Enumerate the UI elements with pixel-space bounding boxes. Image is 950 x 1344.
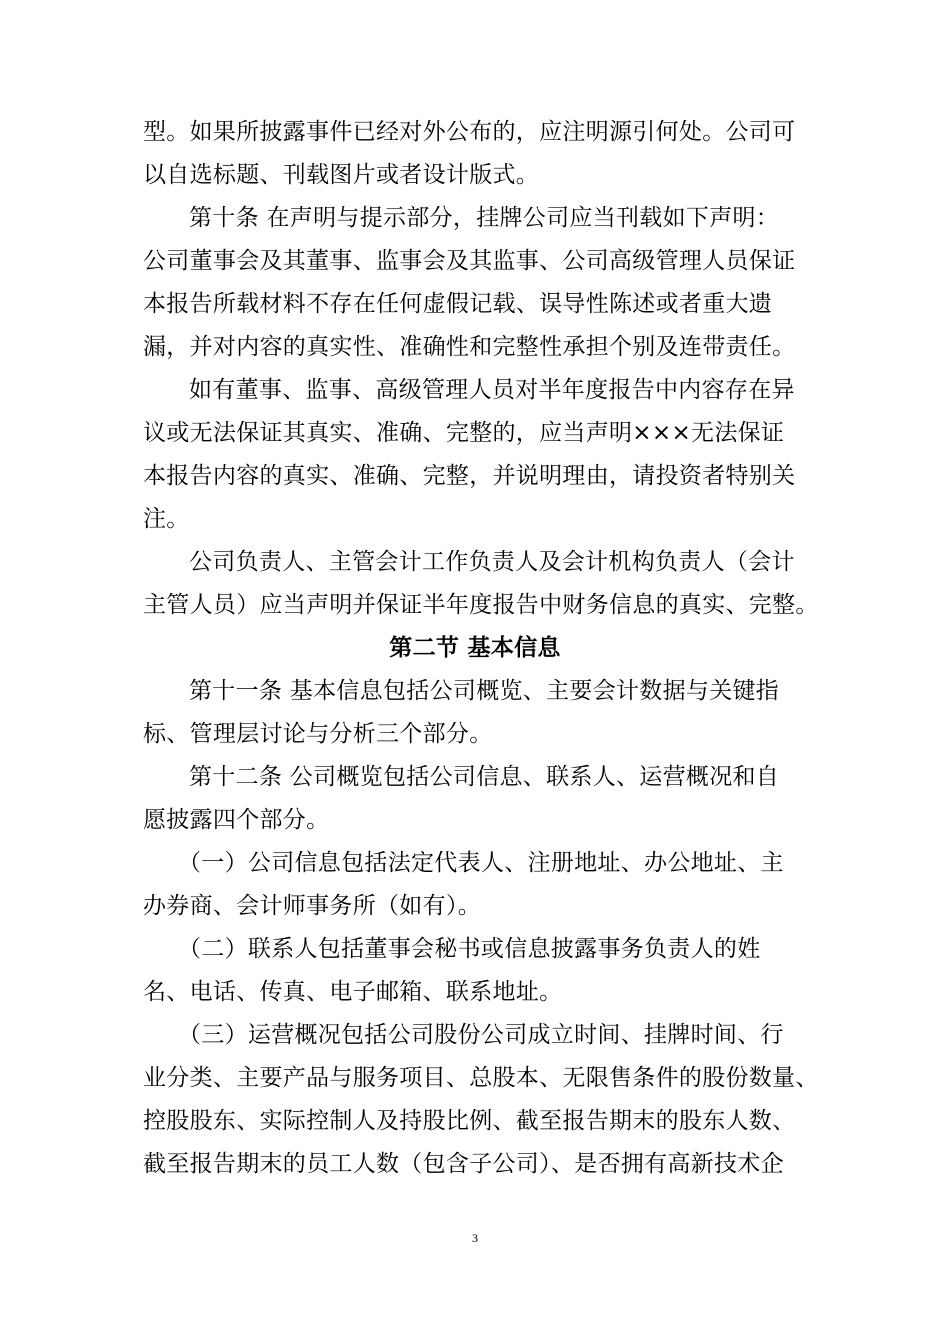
text-line: 主管人员）应当声明并保证半年度报告中财务信息的真实、完整。 [143, 592, 819, 618]
text-line: 业分类、主要产品与服务项目、总股本、无限售条件的股份数量、 [143, 1065, 819, 1091]
article-11-line: 第十一条 基本信息包括公司概览、主要会计数据与关键指 [189, 678, 780, 704]
text-line: 漏，并对内容的真实性、准确性和完整性承担个别及连带责任。 [143, 334, 796, 360]
list-item-line: （三）运营概况包括公司股份公司成立时间、挂牌时间、行 [178, 1022, 784, 1048]
text-line: 公司负责人、主管会计工作负责人及会计机构负责人（会计 [189, 549, 795, 575]
text-line: 注。 [143, 506, 190, 532]
text-line: 控股股东、实际控制人及持股比例、截至报告期末的股东人数、 [143, 1108, 796, 1134]
article-12-line: 第十二条 公司概览包括公司信息、联系人、运营概况和自 [189, 764, 780, 790]
text-line: 以自选标题、刊载图片或者设计版式。 [143, 162, 540, 188]
text-line: 型。如果所披露事件已经对外公布的，应注明源引何处。公司可 [143, 119, 796, 145]
text-line: 本报告所载材料不存在任何虚假记载、误导性陈述或者重大遗 [143, 291, 773, 317]
text-line: 本报告内容的真实、准确、完整，并说明理由，请投资者特别关 [143, 463, 796, 489]
list-item-line: （二）联系人包括董事会秘书或信息披露事务负责人的姓 [178, 936, 761, 962]
text-line: 名、电话、传真、电子邮箱、联系地址。 [143, 979, 563, 1005]
text-line: 标、管理层讨论与分析三个部分。 [143, 721, 493, 747]
section-heading: 第二节 基本信息 [389, 635, 561, 661]
text-line: 办券商、会计师事务所（如有）。 [143, 893, 481, 919]
text-line: 议或无法保证其真实、准确、完整的，应当声明×××无法保证 [143, 420, 785, 446]
article-10-line: 第十条 在声明与提示部分，挂牌公司应当刊载如下声明： [189, 205, 780, 231]
text-line: 截至报告期末的员工人数（包含子公司）、是否拥有高新技术企 [143, 1151, 784, 1177]
list-item-line: （一）公司信息包括法定代表人、注册地址、办公地址、主 [178, 850, 784, 876]
text-line: 公司董事会及其董事、监事会及其监事、公司高级管理人员保证 [143, 248, 796, 274]
text-line: 愿披露四个部分。 [143, 807, 330, 833]
page-number: 3 [472, 1231, 478, 1245]
text-line: 如有董事、监事、高级管理人员对半年度报告中内容存在异 [189, 377, 795, 403]
